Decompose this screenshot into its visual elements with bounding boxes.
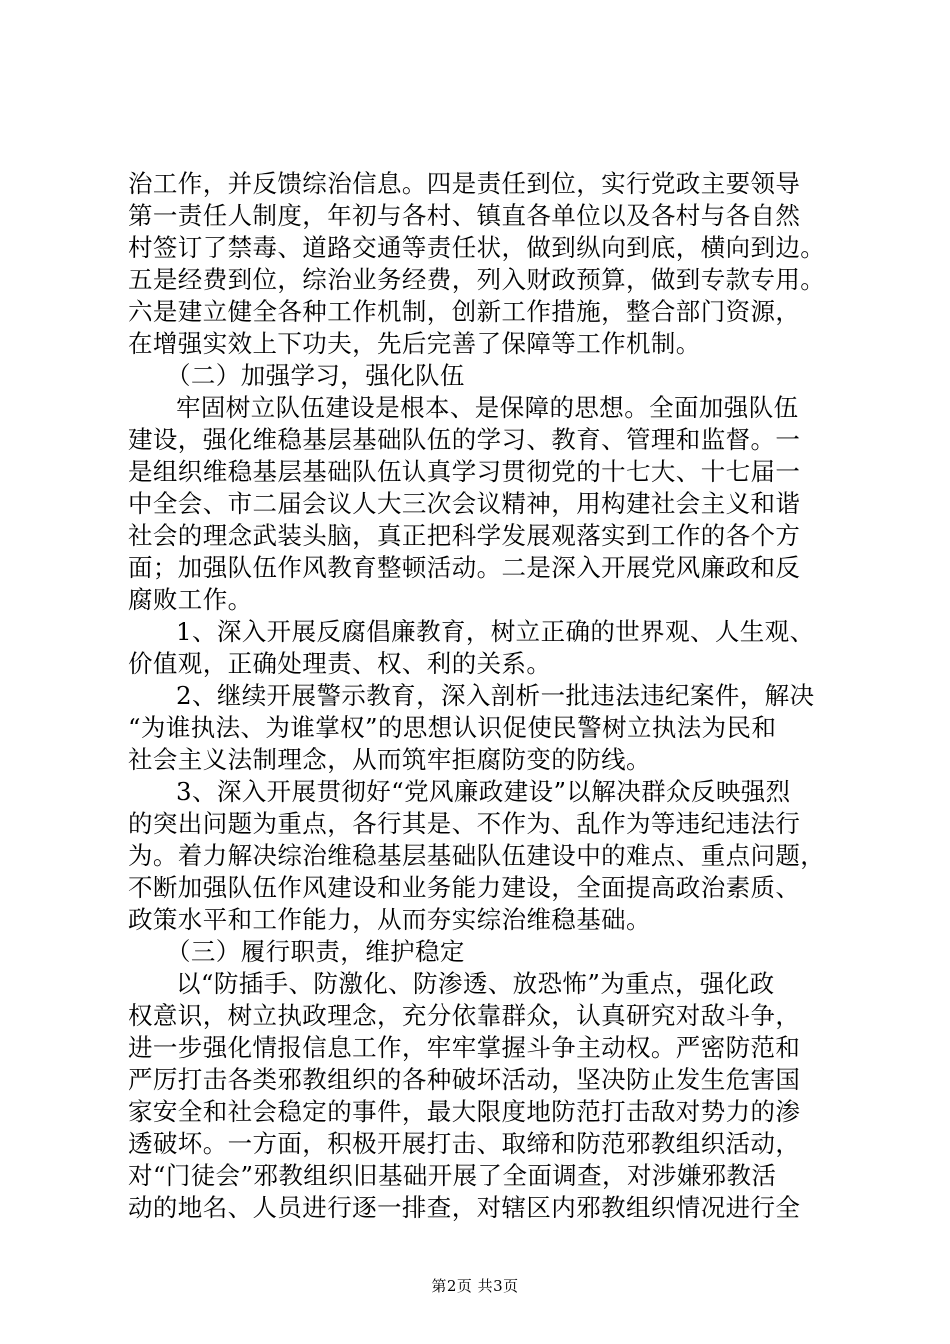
text-line: （二）加强学习，强化队伍 [166,361,465,390]
text-line: 家安全和社会稳定的事件，最大限度地防范打击敌对势力的渗 [128,1097,801,1126]
text-line: 是组织维稳基层基础队伍认真学习贯彻党的十七大、十七届一 [128,457,801,486]
text-line: 建设，强化维稳基层基础队伍的学习、教育、管理和监督。一 [128,425,801,454]
text-line: 的突出问题为重点，各行其是、不作为、乱作为等违纪违法行 [128,809,801,838]
text-line: 不断加强队伍作风建设和业务能力建设，全面提高政治素质、 [128,873,801,902]
text-line: 为。着力解决综治维稳基层基础队伍建设中的难点、重点问题， [128,841,826,870]
text-line: （三）履行职责，维护稳定 [166,937,465,966]
text-line: 3、深入开展贯彻好“党风廉政建设”以解决群众反映强烈 [176,777,791,806]
text-line: 权意识，树立执政理念，充分依靠群众，认真研究对敌斗争， [128,1001,801,1030]
text-line: 治工作，并反馈综治信息。四是责任到位，实行党政主要领导 [128,169,801,198]
text-line: 面；加强队伍作风教育整顿活动。二是深入开展党风廉政和反 [128,553,801,582]
text-line: 1、深入开展反腐倡廉教育，树立正确的世界观、人生观、 [176,617,815,646]
text-line: 腐败工作。 [128,585,253,614]
body-text [128,168,838,1224]
text-line: 牢固树立队伍建设是根本、是保障的思想。全面加强队伍 [176,393,799,422]
text-line: 政策水平和工作能力，从而夯实综治维稳基础。 [128,905,651,934]
text-line: 2、继续开展警示教育，深入剖析一批违法违纪案件，解决 [176,681,815,710]
text-line: 六是建立健全各种工作机制，创新工作措施，整合部门资源， [128,297,801,326]
text-line: 进一步强化情报信息工作，牢牢掌握斗争主动权。严密防范和 [128,1033,801,1062]
text-line: 五是经费到位，综治业务经费，列入财政预算，做到专款专用。 [128,265,826,294]
text-line: 对“门徒会”邪教组织旧基础开展了全面调查，对涉嫌邪教活 [128,1161,777,1190]
text-line: 第一责任人制度，年初与各村、镇直各单位以及各村与各自然 [128,201,801,230]
text-line: 严厉打击各类邪教组织的各种破坏活动，坚决防止发生危害国 [128,1065,801,1094]
text-line: 透破坏。一方面，积极开展打击、取缔和防范邪教组织活动， [128,1129,801,1158]
text-line: 价值观，正确处理责、权、利的关系。 [128,649,552,678]
page-footer: 第2页 共3页 [431,1277,519,1295]
text-line: 社会的理念武装头脑，真正把科学发展观落实到工作的各个方 [128,521,801,550]
text-line: 动的地名、人员进行逐一排查，对辖区内邪教组织情况进行全 [128,1193,801,1222]
text-line: 社会主义法制理念，从而筑牢拒腐防变的防线。 [128,745,651,774]
text-line: 中全会、市二届会议人大三次会议精神，用构建社会主义和谐 [128,489,801,518]
text-line: “为谁执法、为谁掌权”的思想认识促使民警树立执法为民和 [128,713,777,742]
text-line: 以“防插手、防激化、防渗透、放恐怖”为重点，强化政 [176,969,775,998]
text-line: 在增强实效上下功夫，先后完善了保障等工作机制。 [128,329,701,358]
text-line: 村签订了禁毒、道路交通等责任状，做到纵向到底，横向到边。 [128,233,826,262]
